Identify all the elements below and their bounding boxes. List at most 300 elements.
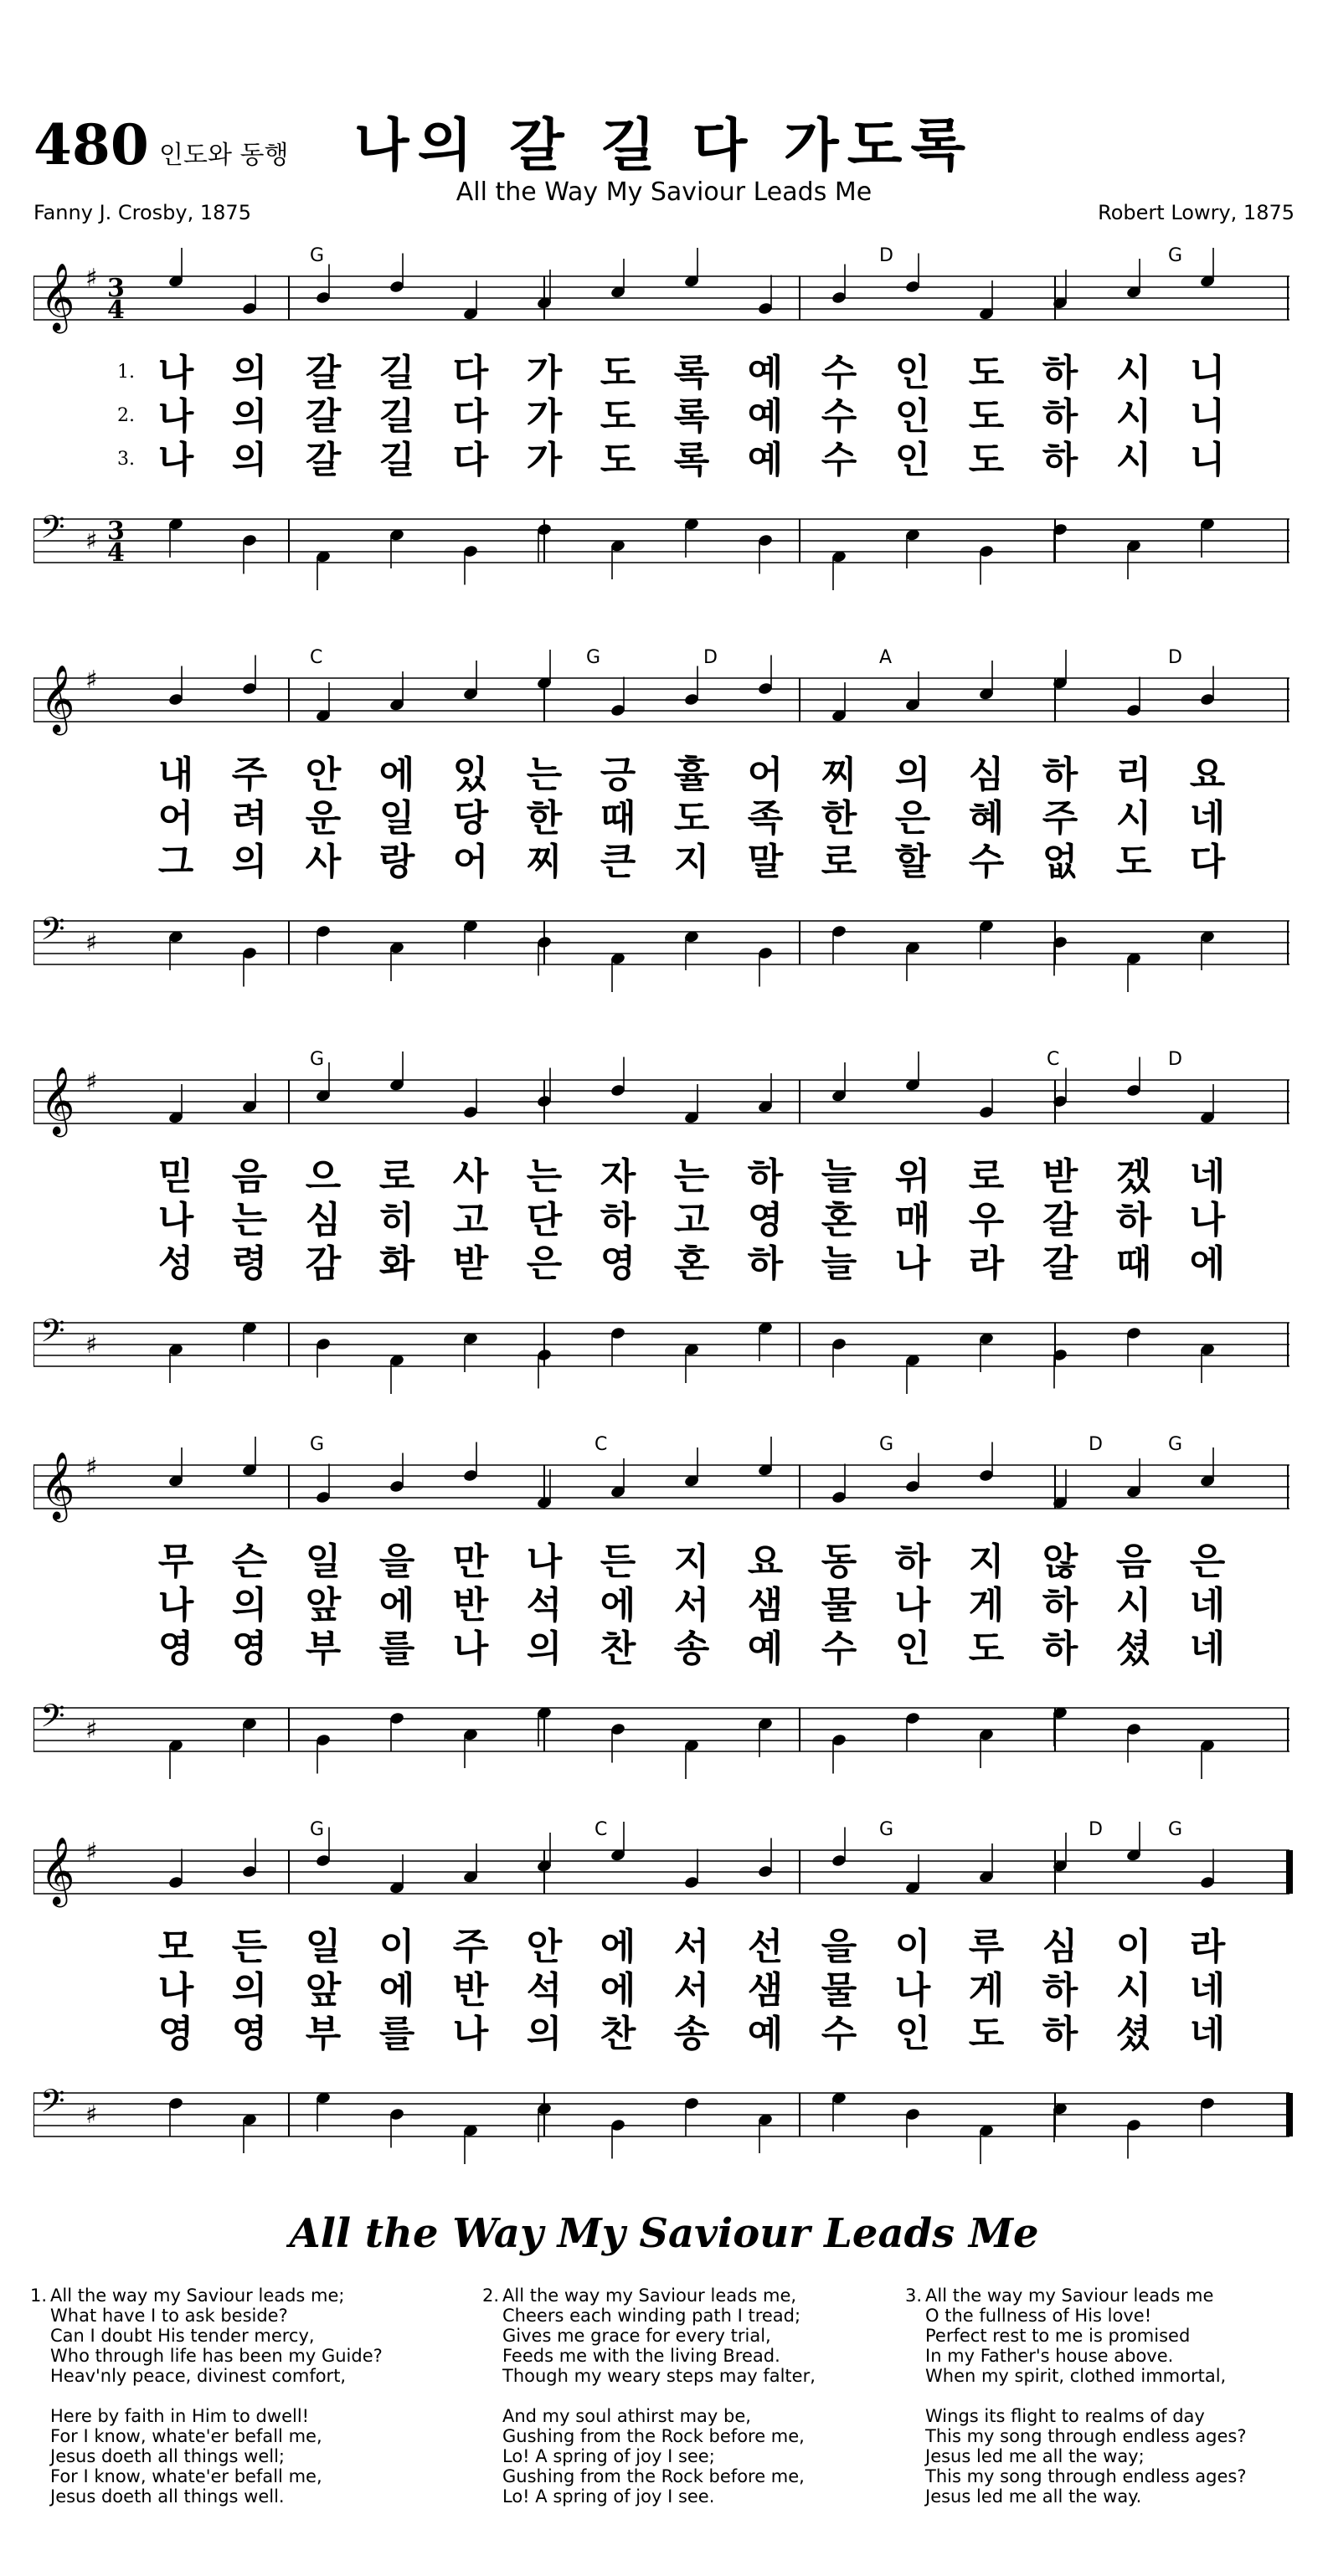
lyric-syllable: 수 (821, 352, 857, 394)
time-signature-bottom: 4 (107, 296, 125, 325)
lyric-syllable: 지 (673, 841, 710, 883)
treble-clef-icon: 𝄞 (40, 1066, 75, 1134)
verse-gap (925, 2386, 1328, 2406)
lyric-syllable: 족 (747, 797, 784, 840)
lyric-syllable: 셨 (1115, 1627, 1152, 1670)
lyric-syllable: 도 (968, 352, 1005, 394)
lyric-syllable: 어 (452, 841, 489, 883)
time-signature-bottom: 4 (107, 538, 125, 568)
lyric-line (33, 1242, 1295, 1286)
lyric-syllable: 는 (673, 1155, 710, 1198)
verse-line: Jesus doeth all things well. (50, 2486, 285, 2507)
verse-line: This my song through endless ages? (925, 2426, 1247, 2446)
sharp-icon: ♯ (85, 1330, 98, 1360)
lyric-syllable: 지 (673, 1540, 710, 1583)
hymn-category: 인도와 동행 (159, 141, 289, 170)
lyric-syllable: 않 (1042, 1540, 1078, 1583)
lyric-syllable: 심 (305, 1199, 342, 1242)
lyric-syllable: 찌 (821, 753, 857, 796)
lyric-syllable: 나 (1189, 1199, 1226, 1242)
lyric-syllable: 시 (1115, 395, 1152, 438)
lyric-syllable: 나 (894, 1242, 931, 1285)
lyric-syllable: 나 (157, 395, 194, 438)
lyric-syllable: 네 (1189, 797, 1226, 840)
lyric-syllable: 인 (894, 439, 931, 481)
lyric-syllable: 다 (1189, 841, 1226, 883)
lyric-syllable: 길 (378, 352, 415, 394)
chord-symbol: D (1089, 1434, 1103, 1455)
lyric-syllable: 송 (673, 2013, 710, 2055)
lyric-syllable: 갈 (305, 439, 342, 481)
lyric-syllable: 에 (600, 1926, 636, 1968)
lyric-syllable: 니 (1189, 439, 1226, 481)
lyric-syllable: 무 (157, 1540, 194, 1583)
lyric-syllable: 예 (747, 439, 784, 481)
lyric-syllable: 는 (526, 1155, 563, 1198)
lyric-line (33, 1540, 1295, 1584)
sharp-icon: ♯ (85, 2100, 98, 2130)
english-verse-2 (482, 2285, 921, 2507)
sharp-icon: ♯ (85, 928, 98, 958)
lyric-syllable: 가 (526, 439, 563, 481)
lyric-syllable: 니 (1189, 352, 1226, 394)
lyric-syllable: 시 (1115, 1584, 1152, 1627)
lyric-syllable: 그 (157, 841, 194, 883)
lyric-syllable: 에 (378, 753, 415, 796)
lyric-syllable: 영 (157, 2013, 194, 2055)
lyric-syllable: 의 (231, 352, 268, 394)
lyric-syllable: 하 (747, 1155, 784, 1198)
lyric-syllable: 인 (894, 352, 931, 394)
time-signature-top: 3 (107, 274, 125, 303)
lyric-syllable: 어 (747, 753, 784, 796)
lyric-syllable: 슨 (231, 1540, 268, 1583)
lyric-syllable: 수 (821, 1627, 857, 1670)
lyric-syllable: 는 (231, 1199, 268, 1242)
lyric-syllable: 를 (378, 1627, 415, 1670)
verse-line: Though my weary steps may falter, (502, 2366, 816, 2386)
verse-line: Feeds me with the living Bread. (502, 2346, 780, 2366)
lyric-syllable: 의 (231, 1969, 268, 2012)
lyric-syllable: 의 (894, 753, 931, 796)
lyric-syllable: 자 (600, 1155, 636, 1198)
lyric-syllable: 없 (1042, 841, 1078, 883)
lyric-syllable: 샘 (747, 1969, 784, 2012)
time-signature-top: 3 (107, 517, 125, 546)
sharp-icon: ♯ (85, 1838, 98, 1867)
hymn-title-korean: 나의 갈 길 다 가도록 (353, 113, 975, 179)
lyric-syllable: 로 (378, 1155, 415, 1198)
lyric-syllable: 나 (157, 352, 194, 394)
lyric-syllable: 믿 (157, 1155, 194, 1198)
chord-symbol: G (879, 1819, 894, 1840)
lyric-syllable: 령 (231, 1242, 268, 1285)
lyric-syllable: 만 (452, 1540, 489, 1583)
lyric-syllable: 반 (452, 1969, 489, 2012)
english-verses-title: All the Way My Saviour Leads Me (289, 2210, 1039, 2257)
lyric-syllable: 록 (673, 395, 710, 438)
sharp-icon: ♯ (85, 666, 98, 695)
lyric-line (33, 1199, 1295, 1242)
lyric-syllable: 고 (673, 1199, 710, 1242)
lyric-syllable: 매 (894, 1199, 931, 1242)
verse-line: Can I doubt His tender mercy, (50, 2326, 315, 2346)
lyric-syllable: 나 (526, 1540, 563, 1583)
lyric-syllable: 은 (526, 1242, 563, 1285)
lyric-syllable: 하 (1042, 395, 1078, 438)
lyric-syllable: 말 (747, 841, 784, 883)
lyric-syllable: 화 (378, 1242, 415, 1285)
lyric-syllable: 예 (747, 395, 784, 438)
lyric-syllable: 영 (747, 1199, 784, 1242)
lyric-line (33, 797, 1295, 841)
lyric-line (33, 753, 1295, 797)
chord-symbol: C (595, 1434, 608, 1455)
lyric-syllable: 시 (1115, 797, 1152, 840)
lyric-syllable: 예 (747, 352, 784, 394)
lyric-line (33, 1969, 1295, 2013)
lyric-syllable: 안 (305, 753, 342, 796)
lyric-syllable: 하 (1042, 1584, 1078, 1627)
treble-clef-icon: 𝄞 (40, 262, 75, 331)
lyric-syllable: 다 (452, 439, 489, 481)
lyric-syllable: 나 (157, 1199, 194, 1242)
lyric-syllable: 혼 (673, 1242, 710, 1285)
lyric-syllable: 요 (747, 1540, 784, 1583)
chord-symbol: G (310, 245, 325, 266)
lyric-syllable: 동 (821, 1540, 857, 1583)
lyric-line (33, 1584, 1295, 1627)
chord-symbol: C (595, 1819, 608, 1840)
lyric-line (33, 1155, 1295, 1199)
chord-symbol: G (1168, 1819, 1183, 1840)
english-verse-number: 2. (482, 2285, 500, 2306)
sharp-icon: ♯ (85, 527, 98, 556)
lyric-syllable: 네 (1189, 1627, 1226, 1670)
lyric-syllable: 도 (600, 439, 636, 481)
english-verse-number: 3. (905, 2285, 923, 2306)
lyric-syllable: 길 (378, 439, 415, 481)
lyric-syllable: 도 (968, 395, 1005, 438)
verse-number: 3. (117, 449, 135, 470)
verse-line: Jesus led me all the way; (925, 2446, 1145, 2466)
lyric-syllable: 심 (1042, 1926, 1078, 1968)
lyric-syllable: 로 (821, 841, 857, 883)
lyric-syllable: 단 (526, 1199, 563, 1242)
lyric-syllable: 갈 (305, 352, 342, 394)
lyric-line (33, 352, 1295, 395)
lyric-syllable: 나 (452, 1627, 489, 1670)
verse-line: Gushing from the Rock before me, (502, 2466, 805, 2486)
lyric-syllable: 예 (747, 1627, 784, 1670)
treble-clef-icon: 𝄞 (40, 1836, 75, 1905)
lyric-syllable: 갈 (1042, 1242, 1078, 1285)
final-bar-line (1286, 1850, 1293, 1894)
verse-line: For I know, whate'er befall me, (50, 2466, 322, 2486)
lyric-syllable: 에 (600, 1969, 636, 2012)
lyric-syllable: 는 (526, 753, 563, 796)
chord-symbol: A (879, 647, 893, 668)
composer-credit: Robert Lowry, 1875 (1098, 201, 1295, 224)
sharp-icon: ♯ (85, 264, 98, 293)
verse-line: When my spirit, clothed immortal, (925, 2366, 1227, 2386)
lyric-syllable: 영 (231, 1627, 268, 1670)
lyric-syllable: 셨 (1115, 2013, 1152, 2055)
lyric-syllable: 한 (821, 797, 857, 840)
lyric-syllable: 을 (378, 1540, 415, 1583)
lyric-syllable: 도 (968, 439, 1005, 481)
lyric-syllable: 에 (1189, 1242, 1226, 1285)
lyric-syllable: 앞 (305, 1584, 342, 1627)
lyric-syllable: 도 (600, 352, 636, 394)
lyric-syllable: 늘 (821, 1242, 857, 1285)
lyric-syllable: 모 (157, 1926, 194, 1968)
lyric-syllable: 물 (821, 1969, 857, 2012)
chord-symbol: G (1168, 245, 1183, 266)
verse-line: Heav'nly peace, divinest comfort, (50, 2366, 347, 2386)
lyric-syllable: 에 (378, 1584, 415, 1627)
lyric-syllable: 도 (1115, 841, 1152, 883)
lyric-syllable: 하 (1042, 2013, 1078, 2055)
lyric-syllable: 부 (305, 2013, 342, 2055)
lyric-syllable: 찌 (526, 841, 563, 883)
chord-symbol: D (879, 245, 893, 266)
lyric-syllable: 의 (526, 2013, 563, 2055)
sharp-icon: ♯ (85, 1453, 98, 1482)
chord-symbol: D (1089, 1819, 1103, 1840)
lyric-syllable: 인 (894, 395, 931, 438)
lyric-line (33, 1627, 1295, 1671)
lyric-syllable: 의 (231, 841, 268, 883)
lyric-syllable: 루 (968, 1926, 1005, 1968)
treble-clef-icon: 𝄞 (40, 664, 75, 733)
lyric-syllable: 반 (452, 1584, 489, 1627)
lyric-syllable: 서 (673, 1969, 710, 2012)
lyric-syllable: 나 (157, 439, 194, 481)
chord-symbol: G (586, 647, 601, 668)
lyric-syllable: 감 (305, 1242, 342, 1285)
lyric-syllable: 록 (673, 352, 710, 394)
lyric-syllable: 송 (673, 1627, 710, 1670)
lyric-syllable: 선 (747, 1926, 784, 1968)
lyric-syllable: 혼 (821, 1199, 857, 1242)
lyric-syllable: 때 (600, 797, 636, 840)
lyric-syllable: 하 (1042, 1627, 1078, 1670)
bass-clef-icon: 𝄢 (40, 1312, 65, 1357)
lyric-line (33, 1926, 1295, 1969)
lyric-syllable: 수 (821, 395, 857, 438)
lyric-syllable: 수 (821, 2013, 857, 2055)
verse-line: Who through life has been my Guide? (50, 2346, 383, 2366)
chord-symbol: D (1168, 1049, 1182, 1070)
lyric-syllable: 을 (821, 1926, 857, 1968)
lyric-syllable: 한 (526, 797, 563, 840)
lyric-syllable: 음 (1115, 1540, 1152, 1583)
lyric-syllable: 하 (1042, 1969, 1078, 2012)
lyric-syllable: 의 (231, 395, 268, 438)
lyric-syllable: 가 (526, 352, 563, 394)
bass-clef-icon: 𝄢 (40, 910, 65, 955)
verse-line: Wings its flight to realms of day (925, 2406, 1205, 2426)
verse-line: Jesus doeth all things well; (50, 2446, 285, 2466)
lyric-syllable: 니 (1189, 395, 1226, 438)
lyric-syllable: 하 (600, 1199, 636, 1242)
verse-line: O the fullness of His love! (925, 2306, 1152, 2326)
lyric-syllable: 으 (305, 1155, 342, 1198)
lyric-syllable: 게 (968, 1969, 1005, 2012)
lyric-syllable: 사 (452, 1155, 489, 1198)
lyric-syllable: 할 (894, 841, 931, 883)
final-bar-line (1286, 2093, 1293, 2136)
lyric-syllable: 영 (157, 1627, 194, 1670)
hymn-number: 480 (33, 112, 149, 177)
lyric-syllable: 서 (673, 1584, 710, 1627)
verse-gap (502, 2386, 921, 2406)
verse-line: All the way my Saviour leads me (925, 2285, 1214, 2306)
lyric-syllable: 나 (157, 1969, 194, 2012)
lyric-syllable: 주 (1042, 797, 1078, 840)
lyric-syllable: 시 (1115, 1969, 1152, 2012)
lyric-syllable: 석 (526, 1584, 563, 1627)
lyric-line (33, 841, 1295, 884)
lyric-syllable: 려 (231, 797, 268, 840)
verse-line: For I know, whate'er befall me, (50, 2426, 322, 2446)
lyric-syllable: 휼 (673, 753, 710, 796)
lyric-syllable: 석 (526, 1969, 563, 2012)
lyric-syllable: 갈 (305, 395, 342, 438)
lyric-line (33, 439, 1295, 482)
lyric-syllable: 일 (305, 1926, 342, 1968)
lyric-line (33, 2013, 1295, 2056)
lyric-syllable: 라 (968, 1242, 1005, 1285)
lyric-syllable: 수 (968, 841, 1005, 883)
lyric-syllable: 예 (747, 2013, 784, 2055)
sharp-icon: ♯ (85, 1715, 98, 1745)
lyric-syllable: 혜 (968, 797, 1005, 840)
bass-clef-icon: 𝄢 (40, 1697, 65, 1742)
lyric-syllable: 길 (378, 395, 415, 438)
chord-symbol: G (310, 1434, 325, 1455)
lyric-syllable: 네 (1189, 1969, 1226, 2012)
lyric-syllable: 사 (305, 841, 342, 883)
lyric-syllable: 이 (378, 1926, 415, 1968)
english-verse-3 (905, 2285, 1328, 2507)
lyric-syllable: 영 (231, 2013, 268, 2055)
chord-symbol: D (1168, 647, 1182, 668)
verse-line: This my song through endless ages? (925, 2466, 1247, 2486)
lyric-syllable: 나 (452, 2013, 489, 2055)
lyric-syllable: 다 (452, 352, 489, 394)
lyric-syllable: 인 (894, 2013, 931, 2055)
chord-symbol: C (310, 647, 323, 668)
lyric-syllable: 시 (1115, 439, 1152, 481)
lyric-syllable: 때 (1115, 1242, 1152, 1285)
lyric-syllable: 어 (157, 797, 194, 840)
lyric-syllable: 하 (894, 1540, 931, 1583)
lyric-syllable: 내 (157, 753, 194, 796)
lyric-syllable: 고 (452, 1199, 489, 1242)
lyric-syllable: 네 (1189, 1584, 1226, 1627)
lyric-syllable: 일 (305, 1540, 342, 1583)
lyric-syllable: 에 (378, 1969, 415, 2012)
lyric-syllable: 일 (378, 797, 415, 840)
lyric-syllable: 나 (894, 1584, 931, 1627)
verse-line: Cheers each winding path I tread; (502, 2306, 801, 2326)
lyric-syllable: 은 (894, 797, 931, 840)
verse-line: And my soul athirst may be, (502, 2406, 751, 2426)
english-verse-number: 1. (30, 2285, 48, 2306)
lyric-syllable: 요 (1189, 753, 1226, 796)
lyric-syllable: 은 (1189, 1540, 1226, 1583)
lyric-syllable: 도 (673, 797, 710, 840)
lyric-syllable: 게 (968, 1584, 1005, 1627)
verse-line: What have I to ask beside? (50, 2306, 288, 2326)
lyric-syllable: 든 (231, 1926, 268, 1968)
bass-clef-icon: 𝄢 (40, 508, 65, 553)
lyric-syllable: 로 (968, 1155, 1005, 1198)
lyric-syllable: 나 (157, 1584, 194, 1627)
verse-line: Lo! A spring of joy I see. (502, 2486, 715, 2507)
lyric-line (33, 395, 1295, 439)
lyric-syllable: 받 (452, 1242, 489, 1285)
lyric-syllable: 이 (894, 1926, 931, 1968)
lyric-syllable: 성 (157, 1242, 194, 1285)
lyricist-credit: Fanny J. Crosby, 1875 (33, 201, 251, 224)
chord-symbol: G (310, 1819, 325, 1840)
hymn-title-english: All the Way My Saviour Leads Me (456, 177, 872, 207)
english-verse-1 (30, 2285, 469, 2507)
lyric-syllable: 하 (1042, 753, 1078, 796)
bass-clef-icon: 𝄢 (40, 2082, 65, 2127)
lyric-syllable: 도 (968, 2013, 1005, 2055)
verse-line: In my Father's house above. (925, 2346, 1174, 2366)
lyric-syllable: 지 (968, 1540, 1005, 1583)
treble-clef-icon: 𝄞 (40, 1451, 75, 1519)
verse-line: Gives me grace for every trial, (502, 2326, 771, 2346)
lyric-syllable: 도 (600, 395, 636, 438)
chord-symbol: C (1047, 1049, 1060, 1070)
chord-symbol: D (703, 647, 718, 668)
lyric-syllable: 서 (673, 1926, 710, 1968)
lyric-syllable: 우 (968, 1199, 1005, 1242)
lyric-syllable: 갈 (1042, 1199, 1078, 1242)
verse-line: Here by faith in Him to dwell! (50, 2406, 310, 2426)
verse-gap (50, 2386, 469, 2406)
verse-line: Lo! A spring of joy I see; (502, 2446, 715, 2466)
lyric-syllable: 의 (231, 439, 268, 481)
lyric-syllable: 긍 (600, 753, 636, 796)
lyric-syllable: 물 (821, 1584, 857, 1627)
chord-symbol: G (879, 1434, 894, 1455)
lyric-syllable: 주 (452, 1926, 489, 1968)
lyric-syllable: 하 (1042, 439, 1078, 481)
lyric-syllable: 안 (526, 1926, 563, 1968)
lyric-syllable: 운 (305, 797, 342, 840)
lyric-syllable: 샘 (747, 1584, 784, 1627)
chord-symbol: G (310, 1049, 325, 1070)
lyric-syllable: 에 (600, 1584, 636, 1627)
lyric-syllable: 히 (378, 1199, 415, 1242)
lyric-syllable: 를 (378, 2013, 415, 2055)
lyric-syllable: 큰 (600, 841, 636, 883)
lyric-syllable: 있 (452, 753, 489, 796)
sharp-icon: ♯ (85, 1067, 98, 1097)
lyric-syllable: 이 (1115, 1926, 1152, 1968)
verse-line: Perfect rest to me is promised (925, 2326, 1191, 2346)
hymn-header (33, 112, 1295, 243)
lyric-syllable: 도 (968, 1627, 1005, 1670)
verse-number: 1. (117, 362, 135, 383)
